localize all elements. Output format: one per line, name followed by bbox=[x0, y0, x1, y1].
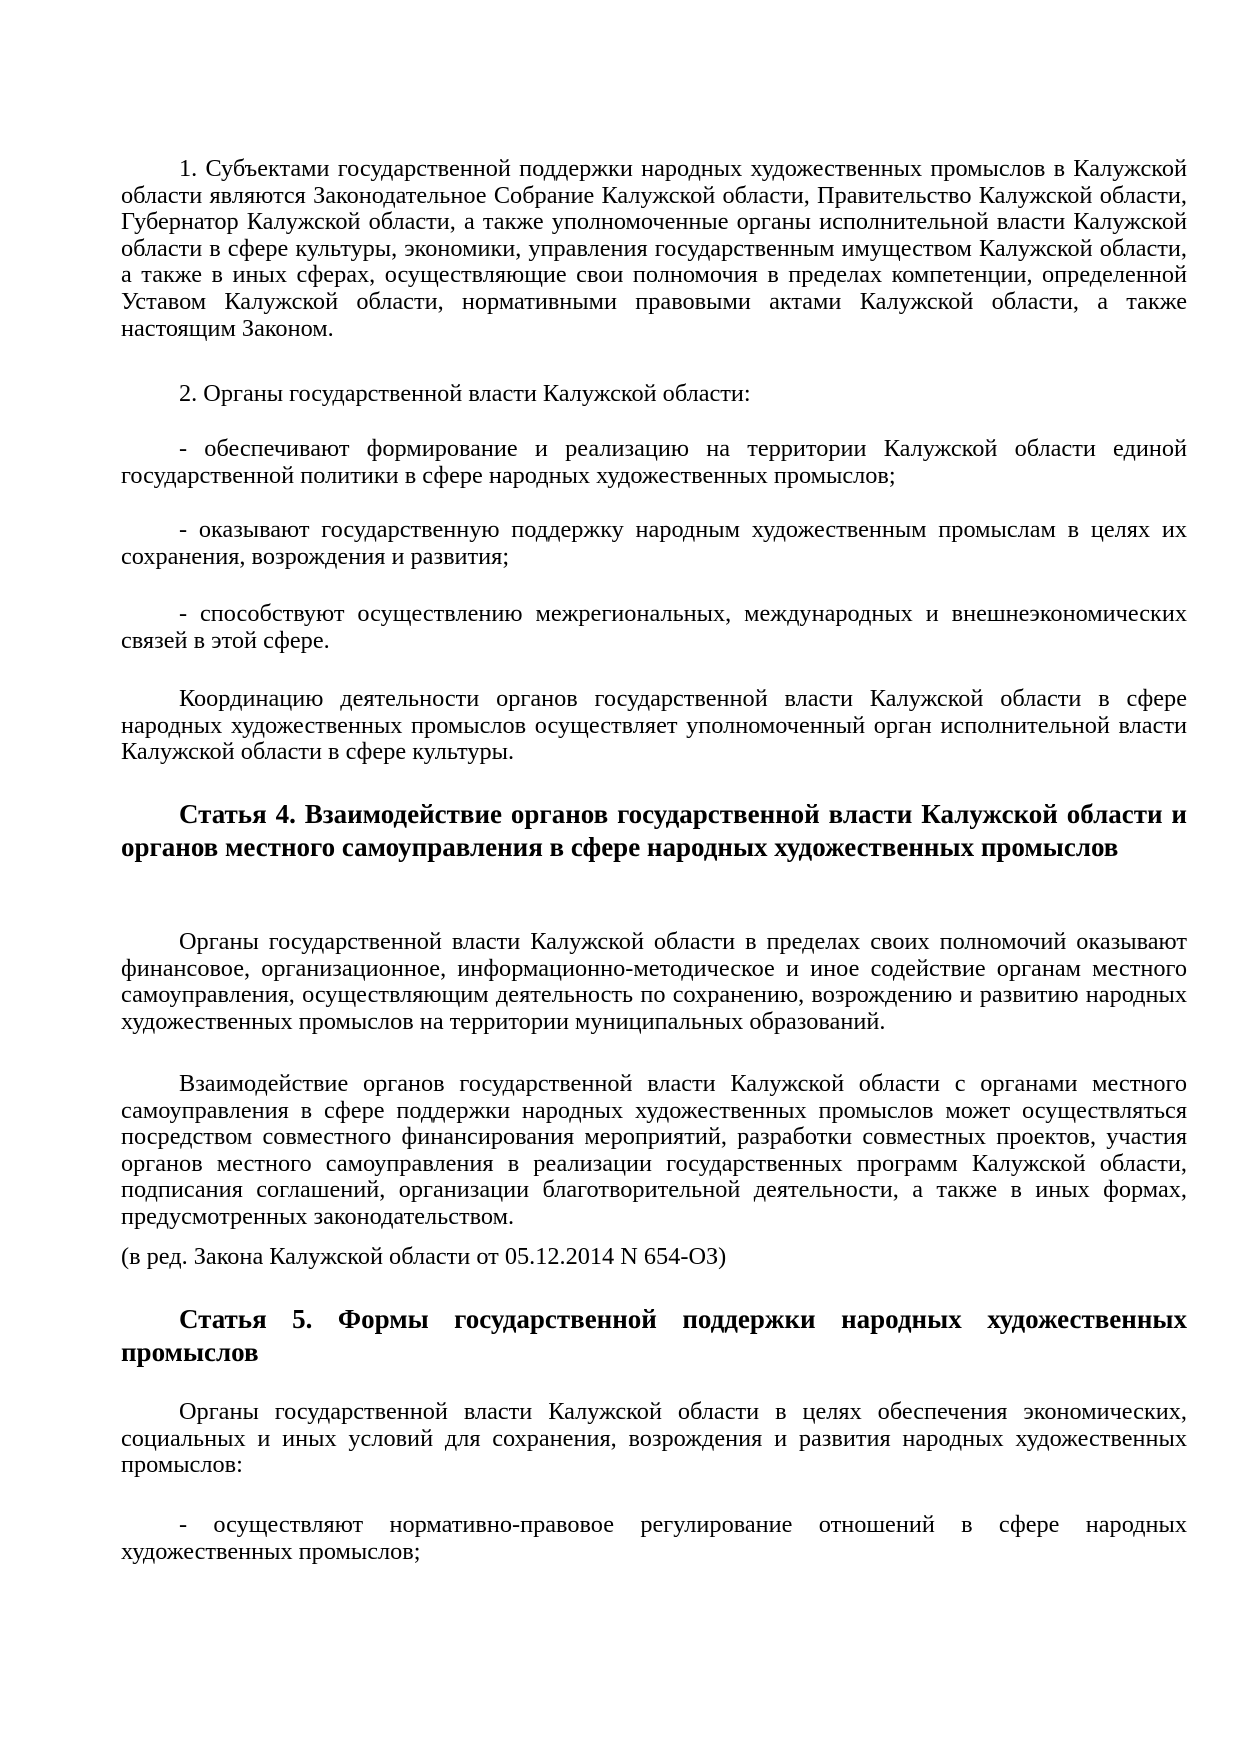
list-item: - оказывают государственную поддержку народным художественным промыслам в целях их сохранения, возрождения и развития; bbox=[121, 516, 1187, 570]
paragraph-authorities-intro: 2. Органы государственной власти Калужской области: bbox=[179, 380, 751, 407]
paragraph-coordination: Координацию деятельности органов государственной власти Калужской области в сфере народных художественных промыслов осуществляет уполномоченный орган исполнительной власти Калужской области в сфере культуры. bbox=[121, 685, 1187, 766]
paragraph-support: Органы государственной власти Калужской области в пределах своих полномочий оказывают финансовое, организационное, информационно-методическое и иное содействие органам местного самоуправления, осуществляющим деятельность по сохранению, возрождению и развитию народных художественных промыслов на территории муниципальных образований. bbox=[121, 928, 1187, 1035]
paragraph-forms-intro: Органы государственной власти Калужской области в целях обеспечения экономических, социальных и иных условий для сохранения, возрождения и развития народных художественных промыслов: bbox=[121, 1398, 1187, 1479]
list-item: - обеспечивают формирование и реализацию на территории Калужской области единой государственной политики в сфере народных художественных промыслов; bbox=[121, 435, 1187, 489]
list-item: - способствуют осуществлению межрегиональных, международных и внешнеэкономических связей в этой сфере. bbox=[121, 600, 1187, 654]
paragraph-subjects: 1. Субъектами государственной поддержки народных художественных промыслов в Калужской области являются Законодательное Собрание Калужской области, Правительство Калужской области, Губернатор Калужской области, а также уполномоченные органы исполнительной власти Калужской области в сфере культуры, экономики, управления государственным имуществом Калужской области, а также в иных сферах, осуществляющие свои полномочия в пределах компетенции, определенной Уставом Калужской области, нормативными правовыми актами Калужской области, а также настоящим Законом. bbox=[121, 155, 1187, 342]
list-item: - осуществляют нормативно-правовое регулирование отношений в сфере народных художественных промыслов; bbox=[121, 1511, 1187, 1565]
amendment-note: (в ред. Закона Калужской области от 05.12.2014 N 654-ОЗ) bbox=[121, 1243, 727, 1270]
heading-article-5: Статья 5. Формы государственной поддержки народных художественных промыслов bbox=[121, 1304, 1187, 1367]
paragraph-interaction: Взаимодействие органов государственной власти Калужской области с органами местного самоуправления в сфере поддержки народных художественных промыслов может осуществляться посредством совместного финансирования мероприятий, разработки совместных проектов, участия органов местного самоуправления в реализации государственных программ Калужской области, подписания соглашений, организации благотворительной деятельности, а также в иных формах, предусмотренных законодательством. bbox=[121, 1070, 1187, 1230]
heading-article-4: Статья 4. Взаимодействие органов государственной власти Калужской области и органов местного самоуправления в сфере народных художественных промыслов bbox=[121, 799, 1187, 862]
